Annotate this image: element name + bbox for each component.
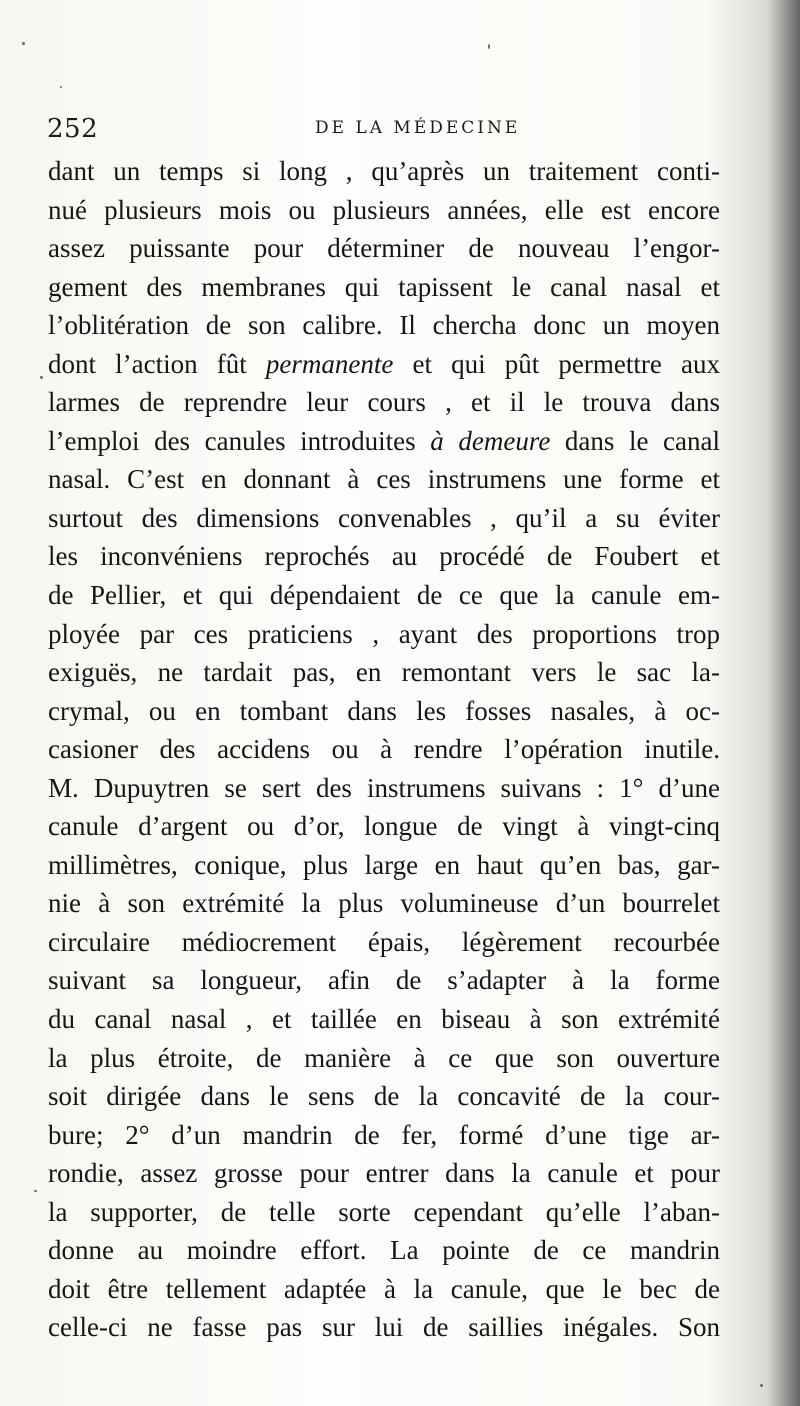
text-segment: nué plusieurs mois ou plusieurs années, elle est encore xyxy=(48,194,720,225)
text-segment: surtout des dimensions convenables , qu’il a su éviter xyxy=(48,502,720,533)
text-line xyxy=(48,576,720,615)
text-line xyxy=(48,923,720,962)
text-segment: soit dirigée dans le sens de la concavité de la cour- xyxy=(48,1081,720,1112)
text-line xyxy=(48,1077,720,1116)
text-segment: rondie, assez grosse pour entrer dans la canule et pour xyxy=(48,1158,720,1189)
text-segment: bure; 2° d’un mandrin de fer, formé d’une tige ar- xyxy=(48,1119,720,1150)
text-line xyxy=(48,229,720,268)
text-line xyxy=(48,615,720,654)
text-line xyxy=(48,807,720,846)
text-segment: assez puissante pour déterminer de nouveau l’engor- xyxy=(48,233,720,264)
text-segment: exiguës, ne tardait pas, en remontant vers le sac la- xyxy=(48,657,720,688)
text-segment: gement des membranes qui tapissent le canal nasal et xyxy=(48,271,720,302)
text-line xyxy=(48,1270,720,1309)
scan-speck xyxy=(60,86,62,88)
italic-phrase: à demeure xyxy=(430,425,551,456)
scan-speck xyxy=(760,1384,763,1387)
text-line xyxy=(48,422,720,461)
text-segment: larmes de reprendre leur cours , et il le trouva dans xyxy=(48,387,720,418)
text-segment: dont l’action fût xyxy=(48,348,266,379)
text-line xyxy=(48,306,720,345)
scan-speck xyxy=(488,44,490,49)
text-segment: doit être tellement adaptée à la canule, que le bec de xyxy=(48,1273,720,1304)
text-segment: dant un temps si long , qu’après un traitement conti- xyxy=(48,156,720,186)
text-line xyxy=(48,730,720,769)
text-line xyxy=(48,769,720,808)
text-line xyxy=(48,653,720,692)
text-line xyxy=(48,499,720,538)
text-segment: nie à son extrémité la plus volumineuse d’un bourrelet xyxy=(48,888,720,919)
text-segment: donne au moindre effort. La pointe de ce mandrin xyxy=(48,1235,720,1266)
text-segment: l’emploi des canules introduites xyxy=(48,425,431,456)
text-segment: du canal nasal , et taillée en biseau à son extrémité xyxy=(48,1004,720,1035)
text-line xyxy=(48,1000,720,1039)
text-segment: les inconvéniens reprochés au procédé de Foubert et xyxy=(48,541,720,572)
scan-speck xyxy=(34,1190,37,1192)
text-segment: celle-ci ne fasse pas sur lui de saillies inégales. Son xyxy=(48,1312,720,1343)
text-line xyxy=(48,692,720,731)
text-segment: la plus étroite, de manière à ce que son ouverture xyxy=(48,1042,720,1073)
text-line xyxy=(48,1308,720,1347)
text-line xyxy=(48,537,720,576)
text-segment: de Pellier, et qui dépendaient de ce que la canule em- xyxy=(48,580,720,611)
text-line xyxy=(48,884,720,923)
text-line xyxy=(48,846,720,885)
text-line xyxy=(48,1231,720,1270)
text-line xyxy=(48,268,720,307)
text-segment: millimètres, conique, plus large en haut qu’en bas, gar- xyxy=(48,849,720,880)
text-line xyxy=(48,1154,720,1193)
text-segment: casioner des accidens ou à rendre l’opération inutile. xyxy=(48,734,720,765)
text-line xyxy=(48,961,720,1000)
body-text xyxy=(48,152,720,1347)
text-line xyxy=(48,191,720,230)
text-segment: crymal, ou en tombant dans les fosses nasales, à oc- xyxy=(48,695,720,726)
text-segment: la supporter, de telle sorte cependant qu’elle l’aban- xyxy=(48,1196,720,1227)
text-line xyxy=(48,1116,720,1155)
italic-phrase: permanente xyxy=(265,348,394,379)
text-line xyxy=(48,1193,720,1232)
page-number: 252 xyxy=(47,114,99,144)
text-line xyxy=(48,345,720,384)
text-segment: canule d’argent ou d’or, longue de vingt à vingt-cinq xyxy=(48,811,720,842)
text-segment: nasal. C’est en donnant à ces instrumens une forme et xyxy=(48,464,720,495)
text-segment: circulaire médiocrement épais, légèrement recourbée xyxy=(48,926,720,957)
text-segment: M. Dupuytren se sert des instrumens suivans : 1° d’une xyxy=(48,772,720,803)
text-segment: dans le canal xyxy=(550,425,720,456)
page-edge-shadow xyxy=(766,0,800,1406)
text-line xyxy=(48,152,720,191)
text-line xyxy=(48,1039,720,1078)
text-segment: l’oblitération de son calibre. Il chercha donc un moyen xyxy=(48,310,720,341)
text-segment: et qui pût permettre aux xyxy=(393,348,720,379)
scan-speck xyxy=(22,42,25,45)
text-segment: ployée par ces praticiens , ayant des proportions trop xyxy=(48,618,720,649)
text-line xyxy=(48,383,720,422)
scan-speck xyxy=(40,376,43,379)
running-title: DE LA MÉDECINE xyxy=(315,118,521,138)
text-line xyxy=(48,460,720,499)
text-segment: suivant sa longueur, afin de s’adapter à la forme xyxy=(48,965,720,996)
page-header xyxy=(47,114,707,144)
